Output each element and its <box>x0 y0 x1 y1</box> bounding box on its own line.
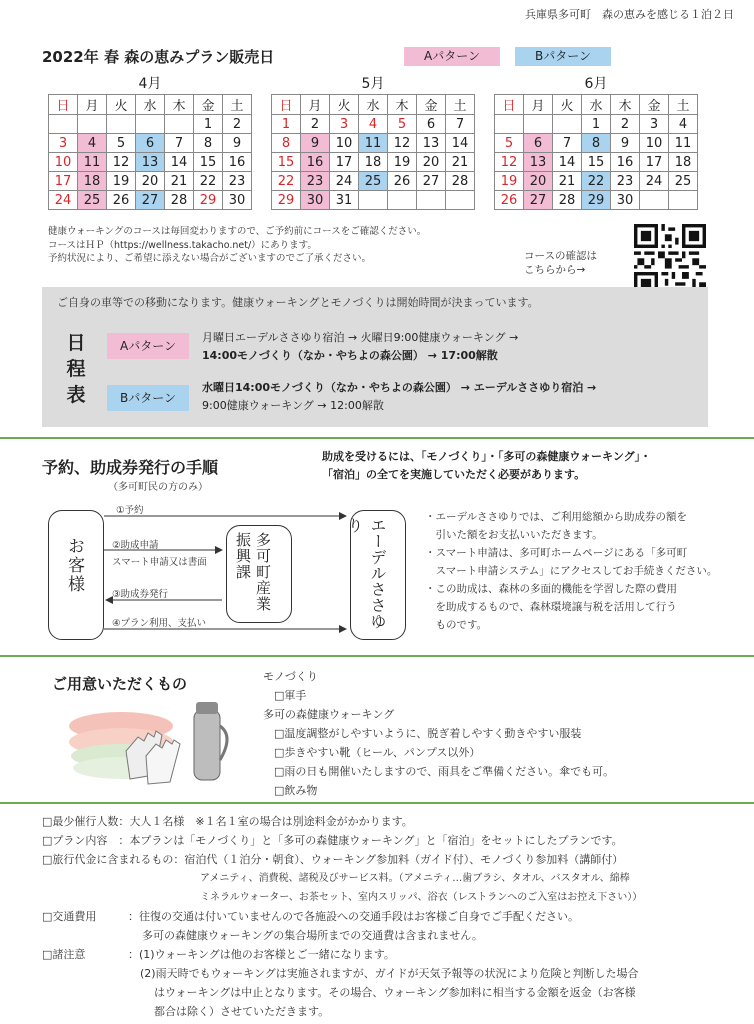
calendar-day: 26 <box>495 191 524 210</box>
gloves-towel-bottle-illustration <box>66 696 246 786</box>
calendar-grid <box>494 94 698 210</box>
step-apply: ②助成申請 <box>112 540 159 551</box>
weekday-header: 日 <box>495 95 524 115</box>
calendar-day: 21 <box>446 153 475 172</box>
calendar-day: 18 <box>78 172 107 191</box>
calendar-day: 12 <box>495 153 524 172</box>
calendar-day: 15 <box>272 153 301 172</box>
calendar-day: 23 <box>611 172 640 191</box>
weekday-header: 金 <box>417 95 446 115</box>
calendar-day: 24 <box>330 172 359 191</box>
calendar-day: 28 <box>165 191 194 210</box>
divider <box>0 655 754 657</box>
schedule-label: 日程表 <box>66 332 86 406</box>
page-title: 2022年 春 森の恵みプラン販売日 <box>42 48 275 66</box>
divider <box>0 802 754 804</box>
calendar-day: 11 <box>359 134 388 153</box>
notice-row <box>42 945 742 964</box>
calendar-day <box>78 115 107 134</box>
weekday-header: 土 <box>669 95 698 115</box>
schedule-line: 14:00モノづくり（なか・やちよの森公園） → 17:00解散 <box>202 349 498 362</box>
notice-line: はウォーキングは中止となります。その場合、ウォーキング参加料に相当する金額を返金（お客様 <box>154 986 636 999</box>
calendar-day: 29 <box>272 191 301 210</box>
calendar-day: 1 <box>194 115 223 134</box>
qr-code-icon[interactable] <box>634 224 706 296</box>
calendar-day: 13 <box>524 153 553 172</box>
calendar-day: 24 <box>49 191 78 210</box>
items-title: ご用意いただくもの <box>52 675 188 693</box>
schedule-pattern-a-text <box>202 329 518 365</box>
calendar-day: 31 <box>330 191 359 210</box>
items-line: □飲み物 <box>263 784 318 797</box>
qr-caption-line: こちらから→ <box>524 264 586 276</box>
calendar-day: 12 <box>107 153 136 172</box>
calendar-day: 30 <box>301 191 330 210</box>
schedule-line: 水曜日14:00モノづくり（なか・やちよの森公園） → エーデルささゆり宿泊 → <box>202 381 597 394</box>
calendar-day: 7 <box>446 115 475 134</box>
price-line: ミネラルウォーター、お茶セット、室内スリッパ、浴衣（レストランへのご入室はお控え下さい）） <box>200 892 643 903</box>
calendar-day: 14 <box>446 134 475 153</box>
step-use: ④プラン利用、支払い <box>112 618 207 629</box>
flow-arrows <box>0 500 430 640</box>
weekday-header: 火 <box>553 95 582 115</box>
weekday-header: 木 <box>611 95 640 115</box>
calendar-day <box>388 191 417 210</box>
weekday-header: 金 <box>640 95 669 115</box>
procedure-notes <box>425 508 745 634</box>
calendar-day: 21 <box>553 172 582 191</box>
calendar-day: 18 <box>669 153 698 172</box>
weekday-header: 土 <box>223 95 252 115</box>
step-apply-method: スマート申請又は書面 <box>112 557 207 568</box>
divider <box>0 437 754 439</box>
legend-pattern-b: Bパターン <box>515 47 611 66</box>
transport-row <box>42 907 742 926</box>
calendar-day: 7 <box>553 134 582 153</box>
step-issue: ③助成券発行 <box>112 589 169 600</box>
note-line: 予約状況により、ご希望に添えない場合がございますのでご了承ください。 <box>48 253 372 264</box>
calendar-day: 25 <box>359 172 388 191</box>
items-line: モノづくり <box>263 670 318 683</box>
bullet-line: ・エーデルささゆりでは、ご利用総額から助成券の額を <box>425 511 687 523</box>
weekday-header: 日 <box>49 95 78 115</box>
calendar-day: 4 <box>359 115 388 134</box>
price-row <box>42 850 742 869</box>
calendar-day: 10 <box>49 153 78 172</box>
bullet-line: ・この助成は、森林の多面的機能を学習した際の費用 <box>425 583 677 595</box>
calendar-day: 6 <box>417 115 446 134</box>
qr-caption-line: コースの確認は <box>524 250 597 262</box>
plan-details <box>42 812 742 1021</box>
calendar-day <box>495 115 524 134</box>
price-label: □旅行代金に含まれるもの： <box>42 853 185 866</box>
calendar-day <box>524 115 553 134</box>
calendar-day: 10 <box>330 134 359 153</box>
bullet-line: を助成するもので、森林環境譲与税を活用して行う <box>425 601 677 613</box>
calendar-day: 20 <box>524 172 553 191</box>
min-people: □最少催行人数：大人１名様 ※１名１室の場合は別途料金がかかります。 <box>42 815 413 828</box>
calendar-day: 16 <box>301 153 330 172</box>
calendar-day: 30 <box>611 191 640 210</box>
weekday-header: 月 <box>301 95 330 115</box>
customer-label: お客様 <box>64 537 84 594</box>
calendar-day: 29 <box>582 191 611 210</box>
weekday-header: 月 <box>524 95 553 115</box>
calendar-day: 18 <box>359 153 388 172</box>
calendar-day: 26 <box>107 191 136 210</box>
calendar-day: 8 <box>272 134 301 153</box>
schedule-pattern-b-label: Bパターン <box>107 385 189 411</box>
calendar-day: 14 <box>165 153 194 172</box>
step-reserve: ①予約 <box>116 505 144 516</box>
calendar-day: 21 <box>165 172 194 191</box>
calendar-day: 15 <box>194 153 223 172</box>
calendar-day: 24 <box>640 172 669 191</box>
calendar-month-title: 4月 <box>138 76 162 92</box>
qr-caption <box>524 249 597 277</box>
calendar-day: 17 <box>640 153 669 172</box>
calendar-day: 2 <box>301 115 330 134</box>
calendar-day: 13 <box>136 153 165 172</box>
calendar-day: 1 <box>582 115 611 134</box>
weekday-header: 水 <box>359 95 388 115</box>
items-line: □雨の日も開催いたしますので、雨具をご準備ください。傘でも可。 <box>263 765 615 778</box>
procedure-subtitle: （多可町民の方のみ） <box>108 482 208 493</box>
calendar-day: 16 <box>223 153 252 172</box>
calendar-day: 27 <box>136 191 165 210</box>
calendar-june <box>494 74 698 210</box>
calendar-day: 6 <box>524 134 553 153</box>
notice-line: (2)雨天時でもウォーキングは実施されますが、ガイドが天気予報等の状況により危険と判断した場合 <box>140 967 639 980</box>
price-line: アメニティ、消費税、諸税及びサービス料。（アメニティ…歯ブラシ、タオル、バスタオル、綿棒 <box>200 873 630 884</box>
calendar-day <box>359 191 388 210</box>
legend-pattern-a: Aパターン <box>404 47 500 66</box>
items-line: □歩きやすい靴（ヒール、パンプス以外） <box>263 746 481 759</box>
calendar-day: 2 <box>611 115 640 134</box>
calendar-month-title: 5月 <box>361 76 385 92</box>
calendar-day <box>49 115 78 134</box>
transport-label: □交通費用 <box>42 910 97 923</box>
calendar-day: 16 <box>611 153 640 172</box>
notice-line: ：(1)ウォーキングは他のお客様とご一緒になります。 <box>128 948 395 961</box>
calendar-day: 27 <box>524 191 553 210</box>
calendar-day: 17 <box>49 172 78 191</box>
schedule-line: 9:00健康ウォーキング → 12:00解散 <box>202 399 384 412</box>
calendar-day: 20 <box>136 172 165 191</box>
items-line: □軍手 <box>263 689 307 702</box>
calendar-day: 8 <box>194 134 223 153</box>
calendar-day: 27 <box>417 172 446 191</box>
calendar-day: 7 <box>165 134 194 153</box>
calendar-day: 10 <box>640 134 669 153</box>
calendar-day: 15 <box>582 153 611 172</box>
calendar-day: 19 <box>388 153 417 172</box>
calendar-day: 1 <box>272 115 301 134</box>
calendar-day: 12 <box>388 134 417 153</box>
calendar-day: 9 <box>223 134 252 153</box>
calendar-day <box>640 191 669 210</box>
calendar-day: 22 <box>582 172 611 191</box>
calendar-day: 17 <box>330 153 359 172</box>
calendar-day: 3 <box>49 134 78 153</box>
weekday-header: 金 <box>194 95 223 115</box>
transport-line: 多可の森健康ウォーキングの集合場所までの交通費は含まれません。 <box>142 929 483 942</box>
items-line: 多可の森健康ウォーキング <box>263 708 395 721</box>
calendar-day: 13 <box>417 134 446 153</box>
header-location: 兵庫県多可町 森の恵みを感じる１泊２日 <box>525 8 734 21</box>
hotel-label: エーデルささゆり <box>345 517 387 629</box>
calendar-day: 25 <box>669 172 698 191</box>
calendar-month-title: 6月 <box>584 76 608 92</box>
subsidy-line: 助成を受けるには、「モノづくり」・「多可の森健康ウォーキング」・ <box>322 450 652 463</box>
calendar-day: 9 <box>611 134 640 153</box>
calendar-day: 14 <box>553 153 582 172</box>
calendar-day: 3 <box>640 115 669 134</box>
weekday-header: 土 <box>446 95 475 115</box>
calendar-day <box>669 191 698 210</box>
weekday-header: 日 <box>272 95 301 115</box>
office-label: 多可町産業振興課 <box>234 532 272 612</box>
bullet-line: 引いた額をお支払いいただきます。 <box>425 529 603 541</box>
calendar-day: 2 <box>223 115 252 134</box>
notice-line: 都合は除く）させていただきます。 <box>154 1005 330 1018</box>
calendar-day <box>446 191 475 210</box>
bullet-line: スマート申請システム」にアクセスしてお手続きください。 <box>425 565 718 577</box>
calendar-day: 8 <box>582 134 611 153</box>
calendar-grid <box>271 94 475 210</box>
calendar-day <box>165 115 194 134</box>
calendar-day: 5 <box>107 134 136 153</box>
calendar-day <box>553 115 582 134</box>
schedule-intro: ご自身の車等での移動になります。健康ウォーキングとモノづくりは開始時間が決まっています。 <box>57 296 539 309</box>
procedure-title: 予約、助成券発行の手順 <box>42 458 219 477</box>
transport-line: ：往復の交通は付いていませんので各施設への交通手段はお客様ご自身でご手配ください。 <box>128 910 579 923</box>
weekday-header: 木 <box>165 95 194 115</box>
notice-label: □諸注意 <box>42 948 86 961</box>
calendar-day <box>136 115 165 134</box>
calendar-day: 4 <box>669 115 698 134</box>
weekday-header: 火 <box>107 95 136 115</box>
calendar-day: 28 <box>553 191 582 210</box>
calendar-day: 4 <box>78 134 107 153</box>
calendar-day: 22 <box>194 172 223 191</box>
schedule-pattern-b-text <box>202 379 596 415</box>
calendar-day: 23 <box>301 172 330 191</box>
bullet-line: ・スマート申請は、多可町ホームページにある「多可町 <box>425 547 688 559</box>
weekday-header: 木 <box>388 95 417 115</box>
note-line: 健康ウォーキングのコースは毎回変わりますので、ご予約前にコースをご確認ください。 <box>48 226 427 237</box>
calendar-day <box>417 191 446 210</box>
items-line: □温度調整がしやすいように、脱ぎ着しやすく動きやすい服装 <box>263 727 582 740</box>
calendar-day: 22 <box>272 172 301 191</box>
calendar-may <box>271 74 475 210</box>
calendar-day: 6 <box>136 134 165 153</box>
calendar-day: 5 <box>495 134 524 153</box>
schedule-pattern-a-label: Aパターン <box>107 333 189 359</box>
note-line: コースはＨＰ（https://wellness.takacho.net/）にあります。 <box>48 239 317 251</box>
course-notes <box>48 225 426 266</box>
calendar-day: 26 <box>388 172 417 191</box>
subsidy-requirement <box>322 448 651 484</box>
calendar-day: 19 <box>107 172 136 191</box>
plan-content: □プラン内容 ：本プランは「モノづくり」と「多可の森健康ウォーキング」と「宿泊」をセットにしたプランです。 <box>42 834 623 847</box>
calendar-day: 3 <box>330 115 359 134</box>
calendar-day: 9 <box>301 134 330 153</box>
calendar-day: 19 <box>495 172 524 191</box>
calendar-day: 28 <box>446 172 475 191</box>
calendar-day <box>107 115 136 134</box>
calendar-grid <box>48 94 252 210</box>
subsidy-line: 「宿泊」の全てを実施していただく必要があります。 <box>322 468 586 481</box>
calendar-day: 30 <box>223 191 252 210</box>
weekday-header: 月 <box>78 95 107 115</box>
calendar-day: 29 <box>194 191 223 210</box>
calendar-april <box>48 74 252 210</box>
price-line: 宿泊代（１泊分・朝食）、ウォーキング参加料（ガイド付）、モノづくり参加料（講師付） <box>184 853 624 866</box>
schedule-line: 月曜日エーデルささゆり宿泊 → 火曜日9:00健康ウォーキング → <box>202 331 519 344</box>
items-list <box>263 667 614 800</box>
calendar-day: 11 <box>78 153 107 172</box>
calendar-day: 20 <box>417 153 446 172</box>
weekday-header: 水 <box>582 95 611 115</box>
weekday-header: 水 <box>136 95 165 115</box>
calendar-day: 25 <box>78 191 107 210</box>
calendar-day: 23 <box>223 172 252 191</box>
bullet-line: ものです。 <box>425 619 488 631</box>
calendar-day: 5 <box>388 115 417 134</box>
calendar-day: 11 <box>669 134 698 153</box>
weekday-header: 火 <box>330 95 359 115</box>
